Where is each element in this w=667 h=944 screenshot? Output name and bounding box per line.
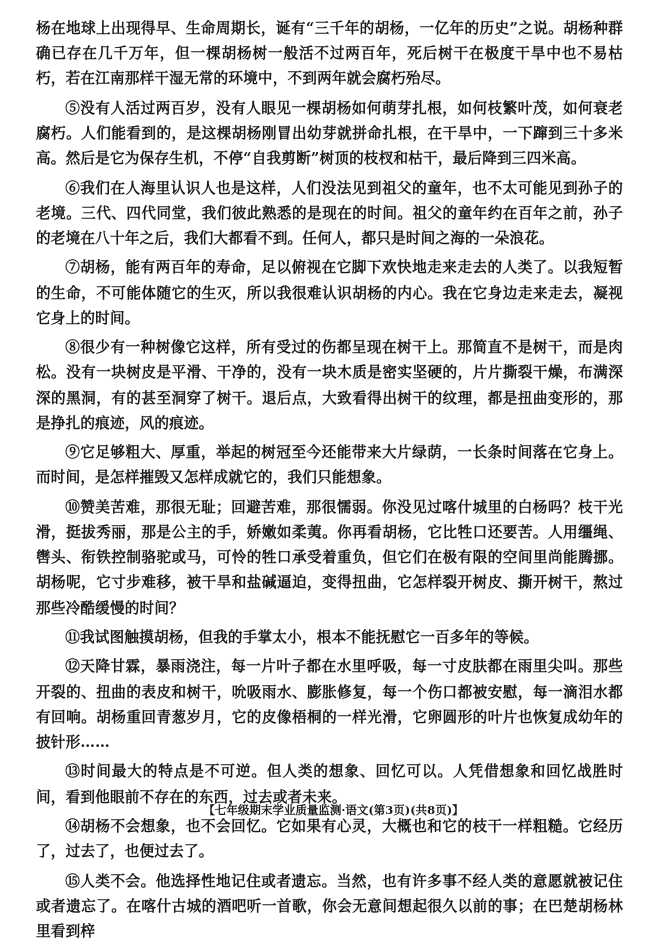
paragraph-7: ⑦胡杨，能有两百年的寿命，足以俯视在它脚下欢快地走来走去的人类了。以我短暂的生命，不可能体随它的生灭，所以我很难认识胡杨的内心。我在它身边走来走去，凝视它身上的时间。 — [36, 259, 623, 327]
paragraph-12: ⑫天降甘霖，暴雨浇注，每一片叶子都在水里呼吸，每一寸皮肤都在雨里尖叫。那些开裂的、扭曲的表皮和树干，吮吸雨水、膨胀修复，每一个伤口都被安慰，每一滴泪水都有回响。胡杨重回青葱岁月，它的皮像梧桐的一样光滑，它卵圆形的叶片也恢复成幼年的披针形…… — [36, 658, 623, 751]
paragraph-11: ⑪我试图触摸胡杨，但我的手掌太小，根本不能抚慰它一百多年的等候。 — [65, 628, 539, 646]
paragraph-6: ⑥我们在人海里认识人也是这样，人们没法见到祖父的童年，也不太可能见到孙子的老境。三代、四代同堂，我们彼此熟悉的是现在的时间。祖父的童年约在百年之前，孙子的老境在八十年之后，我们大都看不到。任何人，都只是时间之海的一朵浪花。 — [36, 179, 623, 247]
paragraph-8: ⑧很少有一种树像它这样，所有受过的伤都呈现在树干上。那简直不是树干，而是肉松。没有一块树皮是平滑、干净的，没有一块木质是密实坚硬的，片片撕裂干燥，布满深深的黑洞，有的甚至洞穿了树干。退后点，大致看得出树干的纹理，都是扭曲变形的，那是挣扎的痕迹，风的痕迹。 — [36, 339, 623, 432]
paragraph-10: ⑩赞美苦难，那很无耻；回避苦难，那很懦弱。你没见过喀什城里的白杨吗？枝干光滑，挺拔秀丽，那是公主的手，娇嫩如柔荑。你再看胡杨，它比牲口还要苦。人用缰绳、辔头、衔铁控制骆驼或马，可怜的牲口承受着重负，但它们在极有限的空间里尚能腾挪。胡杨呢，它寸步难移，被干旱和盐碱逼迫，变得扭曲，它怎样裂开树皮、撕开树干，熬过那些冷酷缓慢的时间？ — [36, 498, 623, 617]
paragraph-9: ⑨它足够粗大、厚重，举起的树冠至今还能带来大片绿荫，一长条时间落在它身上。而时间，是怎样摧毁又怎样成就它的，我们只能想象。 — [36, 444, 623, 487]
paragraph-14: ⑭胡杨不会想象，也不会回忆。它如果有心灵，大概也和它的枝干一样粗糙。它经历了，过去了，也便过去了。 — [36, 817, 623, 861]
page-footer: 【七年级期末学业质量监测·语文(第3页)(共8页)】 — [203, 803, 464, 817]
paragraph-15: ⑮人类不会。他选择性地记住或者遗忘。当然，也有许多事不经人类的意愿就被记住或者遗忘了。在喀什古城的酒吧听一首歌，你会无意间想起很久以前的事；在巴楚胡杨林里看到梓 — [36, 872, 623, 940]
paragraph-continued: 杨在地球上出现得早、生命周期长，诞有“三千年的胡杨，一亿年的历史”之说。胡杨种群确已存在几千万年，但一棵胡杨树一般活不过两百年，死后树干在极度干旱中也不易枯朽，若在江南那样干湿无常的环境中，不到两年就会腐朽殆尽。 — [36, 20, 623, 88]
paragraph-5: ⑤没有人活过两百岁，没有人眼见一棵胡杨如何萌芽扎根，如何枝繁叶茂，如何衰老腐朽。人们能看到的，是这棵胡杨刚冒出幼芽就拼命扎根，在干旱中，一下蹿到三十多米高。然后是它为保存生机，不停“自我剪断”树顶的枝杈和枯干，最后降到三四米高。 — [36, 99, 623, 168]
paragraph-13: ⑬时间最大的特点是不可逆。但人类的想象、回忆可以。人凭借想象和回忆战胜时间，看到他眼前不存在的东西，过去或者未来。 — [36, 763, 623, 806]
